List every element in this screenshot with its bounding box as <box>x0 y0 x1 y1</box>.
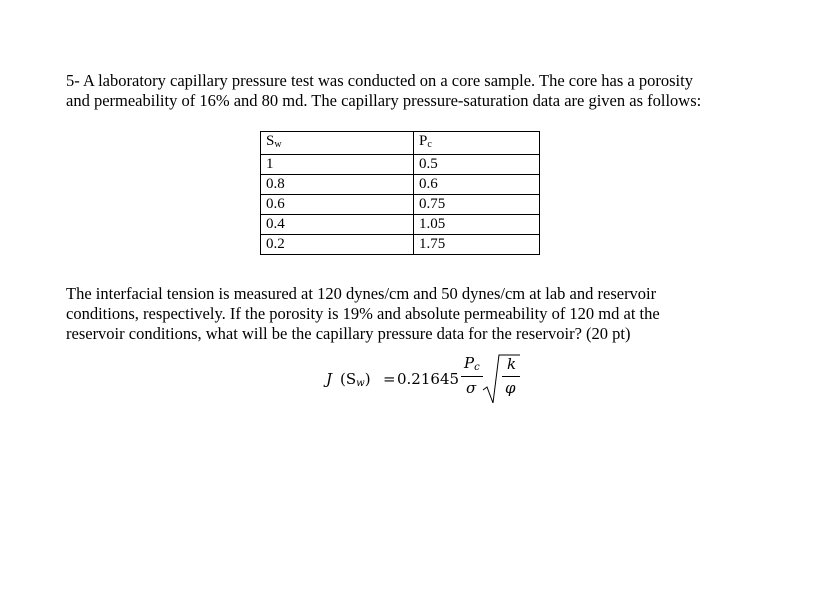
table-row <box>261 195 540 215</box>
sw-header-sub: w <box>274 139 282 150</box>
capillary-pressure-table <box>260 131 540 255</box>
sw-cell: 0.6 <box>261 195 414 215</box>
sw-cell: 0.2 <box>261 235 414 255</box>
equation-pc <box>464 354 480 373</box>
problem-question-line-3: reservoir conditions, what will be the capillary pressure data for the reservoir? (20 pt) <box>66 324 631 343</box>
table-row <box>261 175 540 195</box>
k-phi-fraction-bar <box>502 376 520 377</box>
sw-cell: 0.4 <box>261 215 414 235</box>
pc-cell: 0.6 <box>414 175 540 195</box>
equation-phi: φ <box>505 379 516 397</box>
pc-sigma-fraction-bar <box>461 376 483 377</box>
equation-close-paren: ) <box>364 370 371 388</box>
equation-open-paren <box>340 370 371 389</box>
equation-k: k <box>507 355 517 373</box>
equation-j: J <box>326 370 333 388</box>
table-row <box>261 215 540 235</box>
pc-header <box>414 132 540 155</box>
table-row <box>261 235 540 255</box>
equation-open-text: (S <box>340 370 357 388</box>
equation-equals: = <box>383 370 396 388</box>
problem-question-line-1: The interfacial tension is measured at 120 dynes/cm and 50 dynes/cm at lab and reservoir <box>66 284 657 303</box>
pc-header-sub: c <box>427 139 432 150</box>
sw-header <box>261 132 414 155</box>
equation-coefficient: 0.21645 <box>397 370 460 388</box>
sw-header-main: S <box>266 133 275 149</box>
problem-question-line-2: conditions, respectively. If the porosity is 19% and absolute permeability of 120 md at the <box>66 304 660 323</box>
problem-intro-line-1: 5- A laboratory capillary pressure test was conducted on a core sample. The core has a porosity <box>66 71 693 90</box>
pc-cell: 1.75 <box>414 235 540 255</box>
pc-header-main: P <box>419 133 428 149</box>
pc-cell: 1.05 <box>414 215 540 235</box>
equation-pc-sub: c <box>474 362 480 373</box>
sw-cell: 1 <box>261 155 414 175</box>
equation-sigma: σ <box>466 379 477 397</box>
pc-cell: 0.5 <box>414 155 540 175</box>
table-header-row <box>261 132 540 155</box>
equation-pc-main: P <box>464 354 475 372</box>
problem-intro <box>66 71 786 111</box>
equation-sw-sub: w <box>356 378 365 389</box>
sw-cell: 0.8 <box>261 175 414 195</box>
problem-intro-line-2: and permeability of 16% and 80 md. The capillary pressure-saturation data are given as follows: <box>66 91 702 110</box>
problem-question <box>66 284 786 344</box>
pc-cell: 0.75 <box>414 195 540 215</box>
table-row <box>261 155 540 175</box>
